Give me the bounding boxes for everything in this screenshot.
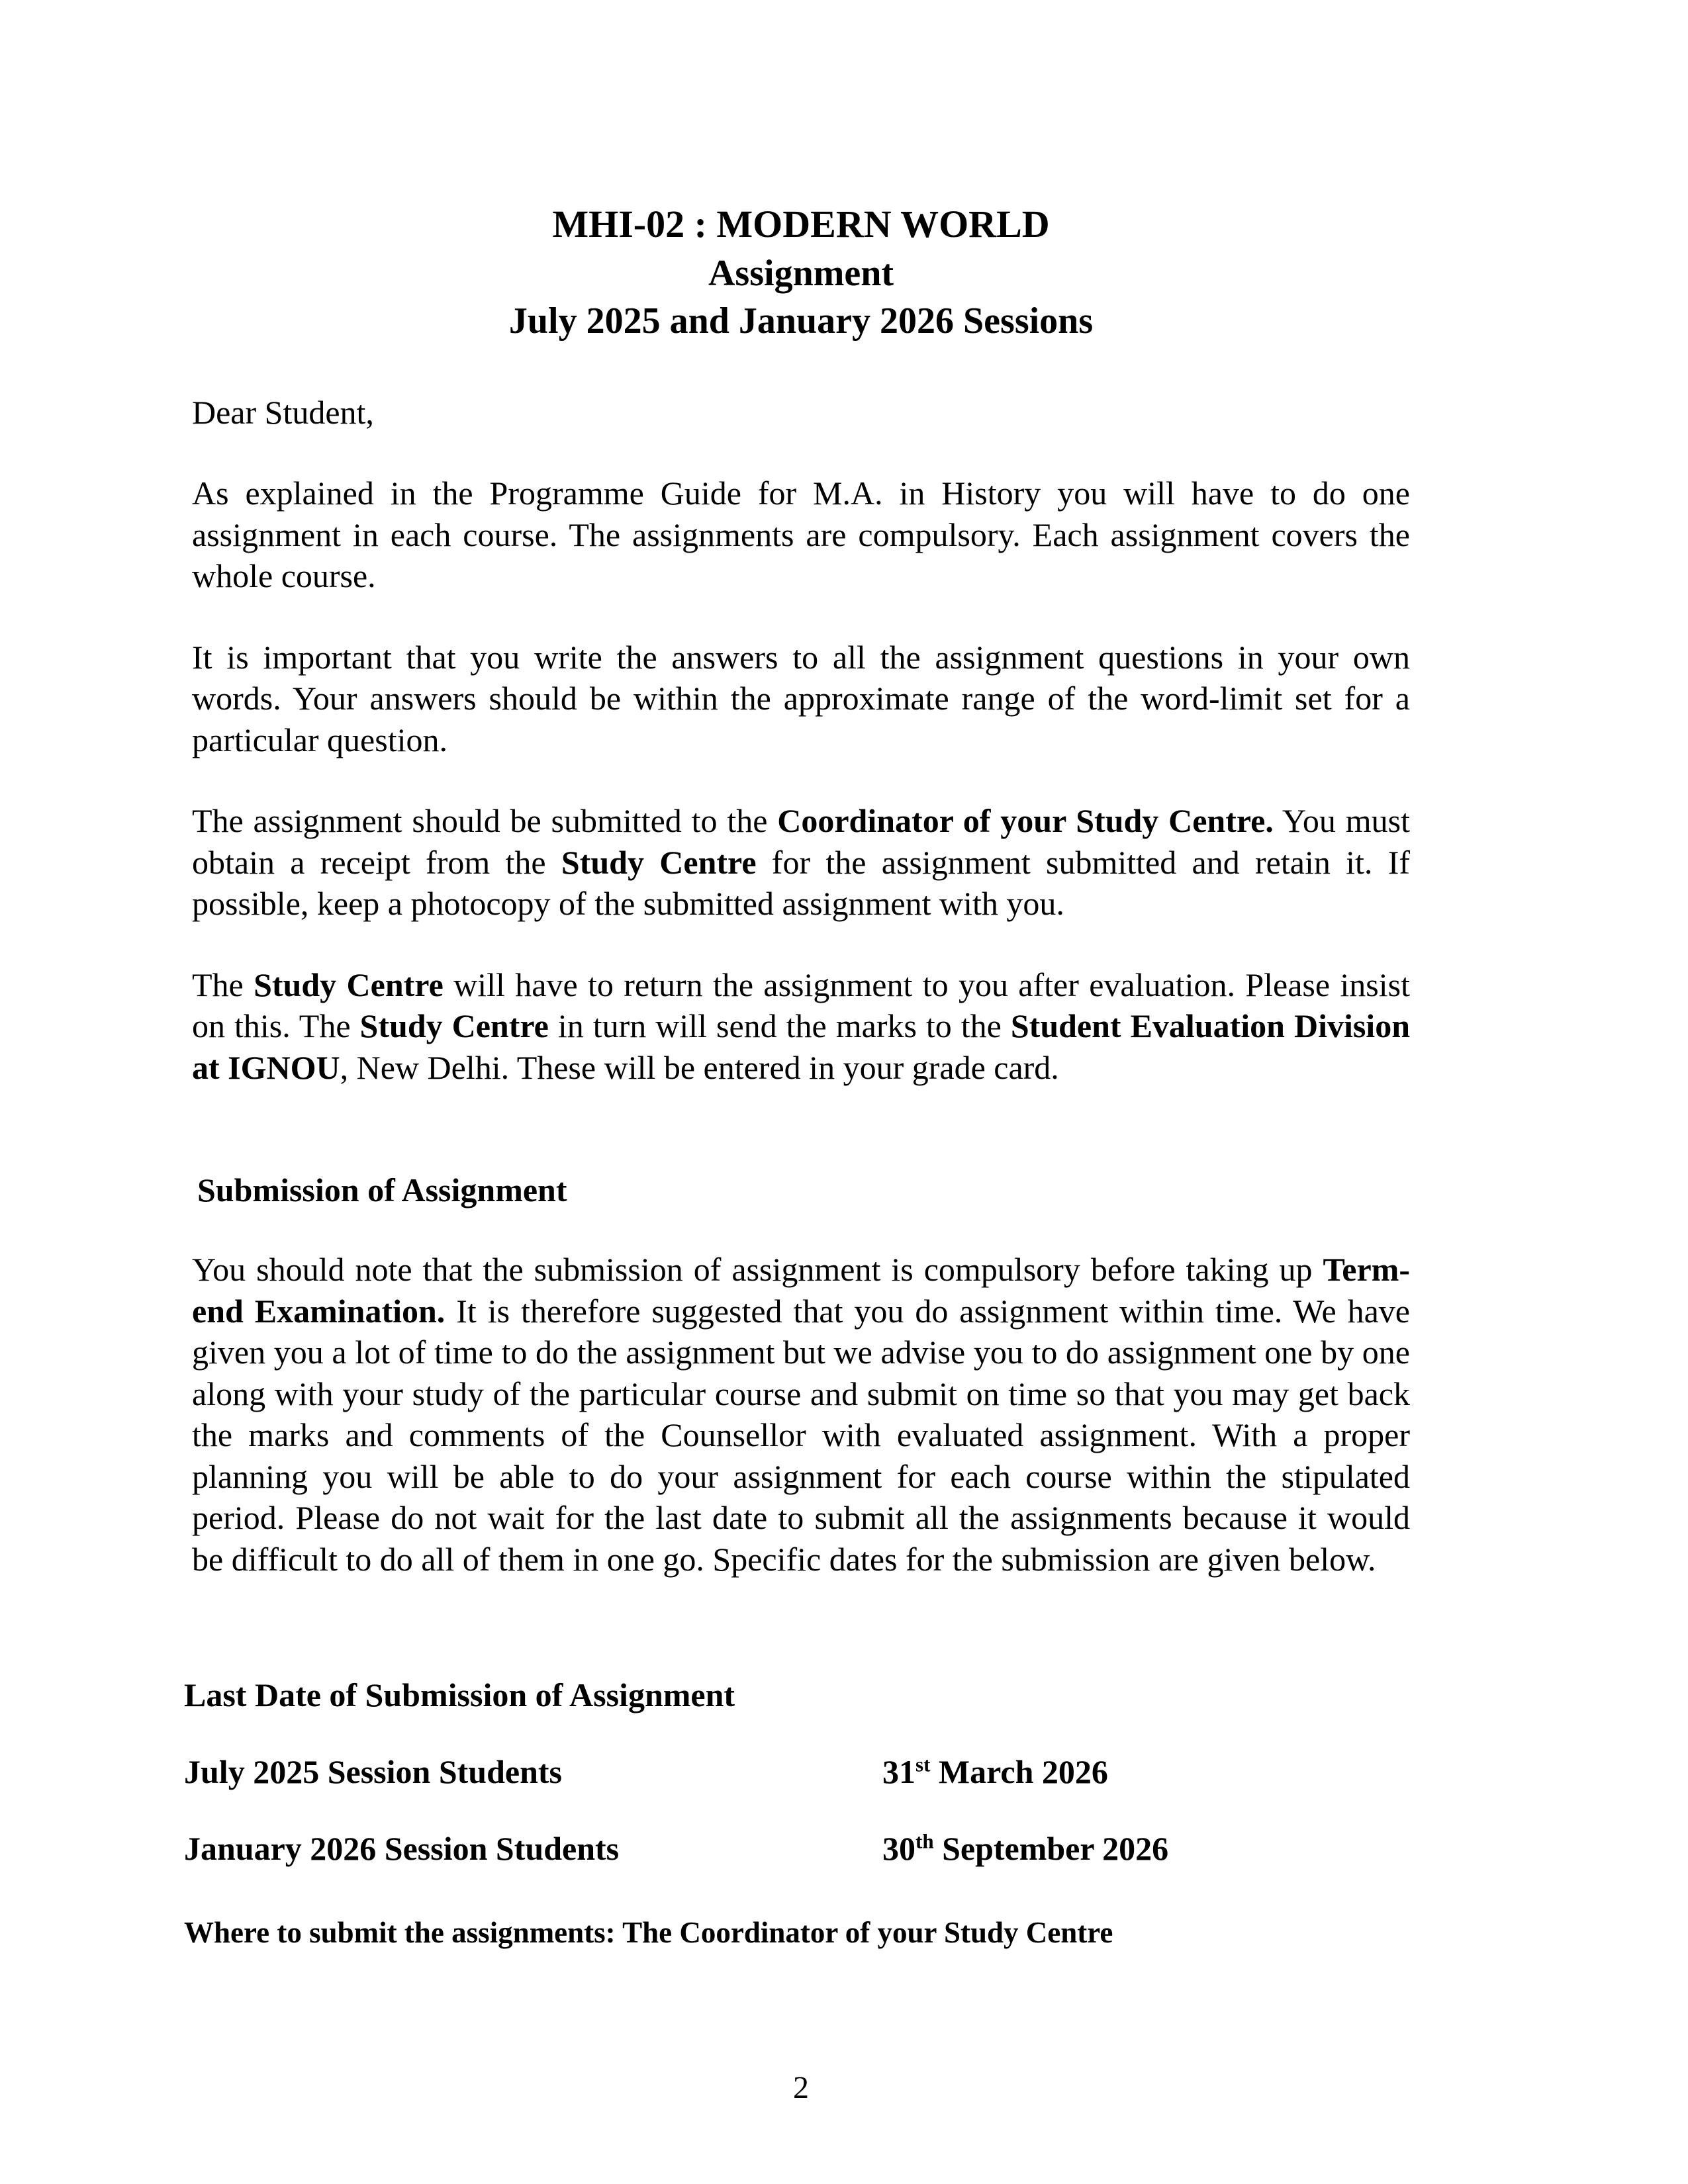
- paragraph-return-evaluation: [192, 964, 1410, 1089]
- document-header: [192, 199, 1410, 345]
- text-segment: You must obtain a receipt from the: [192, 802, 1411, 881]
- course-title: MHI-02 : MODERN WORLD: [552, 203, 1050, 246]
- text-segment-bold: Study Centre: [561, 843, 757, 881]
- session-label: July 2025 Session Students: [184, 1753, 562, 1791]
- session-row-january-2026: [184, 1829, 1410, 1868]
- text-segment: , New Delhi. These will be entered in your grade card.: [340, 1048, 1059, 1086]
- page-number: 2: [793, 2070, 809, 2105]
- submission-heading: Submission of Assignment: [197, 1171, 567, 1209]
- text-segment-bold: Study Centre: [359, 1007, 549, 1045]
- paragraph-submission-receipt: [192, 800, 1410, 925]
- session-row-july-2025: [184, 1752, 1410, 1791]
- session-date: [882, 1752, 1108, 1791]
- date-ordinal: st: [915, 1752, 931, 1776]
- text-segment: It is therefore suggested that you do assignment within time. We have given you a lot of time to do the assignment but we advise you to do assignment one by one along with your study of the particular course and submit on time so that you may get back the marks and comments of the Counsellor with evaluated assignment. With a proper planning you will be able to do your assignment for each course within the stipulated period. Please do not wait for the last date to submit all the assignments because it would be difficult to do all of them in one go. Specific dates for the submission are given below.: [192, 1292, 1411, 1578]
- session-date: [882, 1829, 1168, 1868]
- text-segment-bold: Student Evaluation Division at IGNOU: [192, 1007, 1411, 1086]
- date-ordinal: th: [915, 1829, 934, 1853]
- date-rest: March 2026: [930, 1753, 1108, 1791]
- text-segment: The: [192, 966, 254, 1003]
- paragraph-programme-guide: As explained in the Programme Guide for M.A. in History you will have to do one assignment in each course. The assignments are compulsory. Each assignment covers the whole course.: [192, 475, 1410, 595]
- sessions-subtitle: July 2025 and January 2026 Sessions: [508, 300, 1094, 341]
- session-label: January 2026 Session Students: [184, 1830, 620, 1868]
- last-date-heading: Last Date of Submission of Assignment: [184, 1676, 735, 1714]
- salutation: Dear Student,: [192, 393, 374, 431]
- text-segment-bold: Coordinator of your Study Centre.: [777, 802, 1274, 840]
- where-to-submit-note: Where to submit the assignments: The Coordinator of your Study Centre: [184, 1916, 1113, 1950]
- text-segment: in turn will send the marks to the: [548, 1007, 1011, 1045]
- text-segment: The assignment should be submitted to the: [192, 802, 778, 840]
- date-rest: September 2026: [933, 1830, 1169, 1868]
- paragraph-own-words: It is important that you write the answers to all the assignment questions in your own words. Your answers should be within the approximate range of the word-limit set for a particular question.: [192, 638, 1410, 758]
- text-segment-bold: Term-end Examination.: [192, 1251, 1410, 1330]
- assignment-subtitle: Assignment: [708, 253, 894, 295]
- paragraph-term-end: [192, 1249, 1410, 1580]
- text-segment: You should note that the submission of assignment is compulsory before taking up: [192, 1251, 1323, 1289]
- text-segment-bold: Study Centre: [254, 966, 444, 1003]
- date-day: 31: [882, 1753, 915, 1791]
- date-day: 30: [882, 1830, 915, 1868]
- text-segment: for the assignment submitted and retain it. If possible, keep a photocopy of the submitted assignment with you.: [192, 843, 1410, 923]
- text-segment: will have to return the assignment to you after evaluation. Please insist on this. The: [192, 966, 1410, 1045]
